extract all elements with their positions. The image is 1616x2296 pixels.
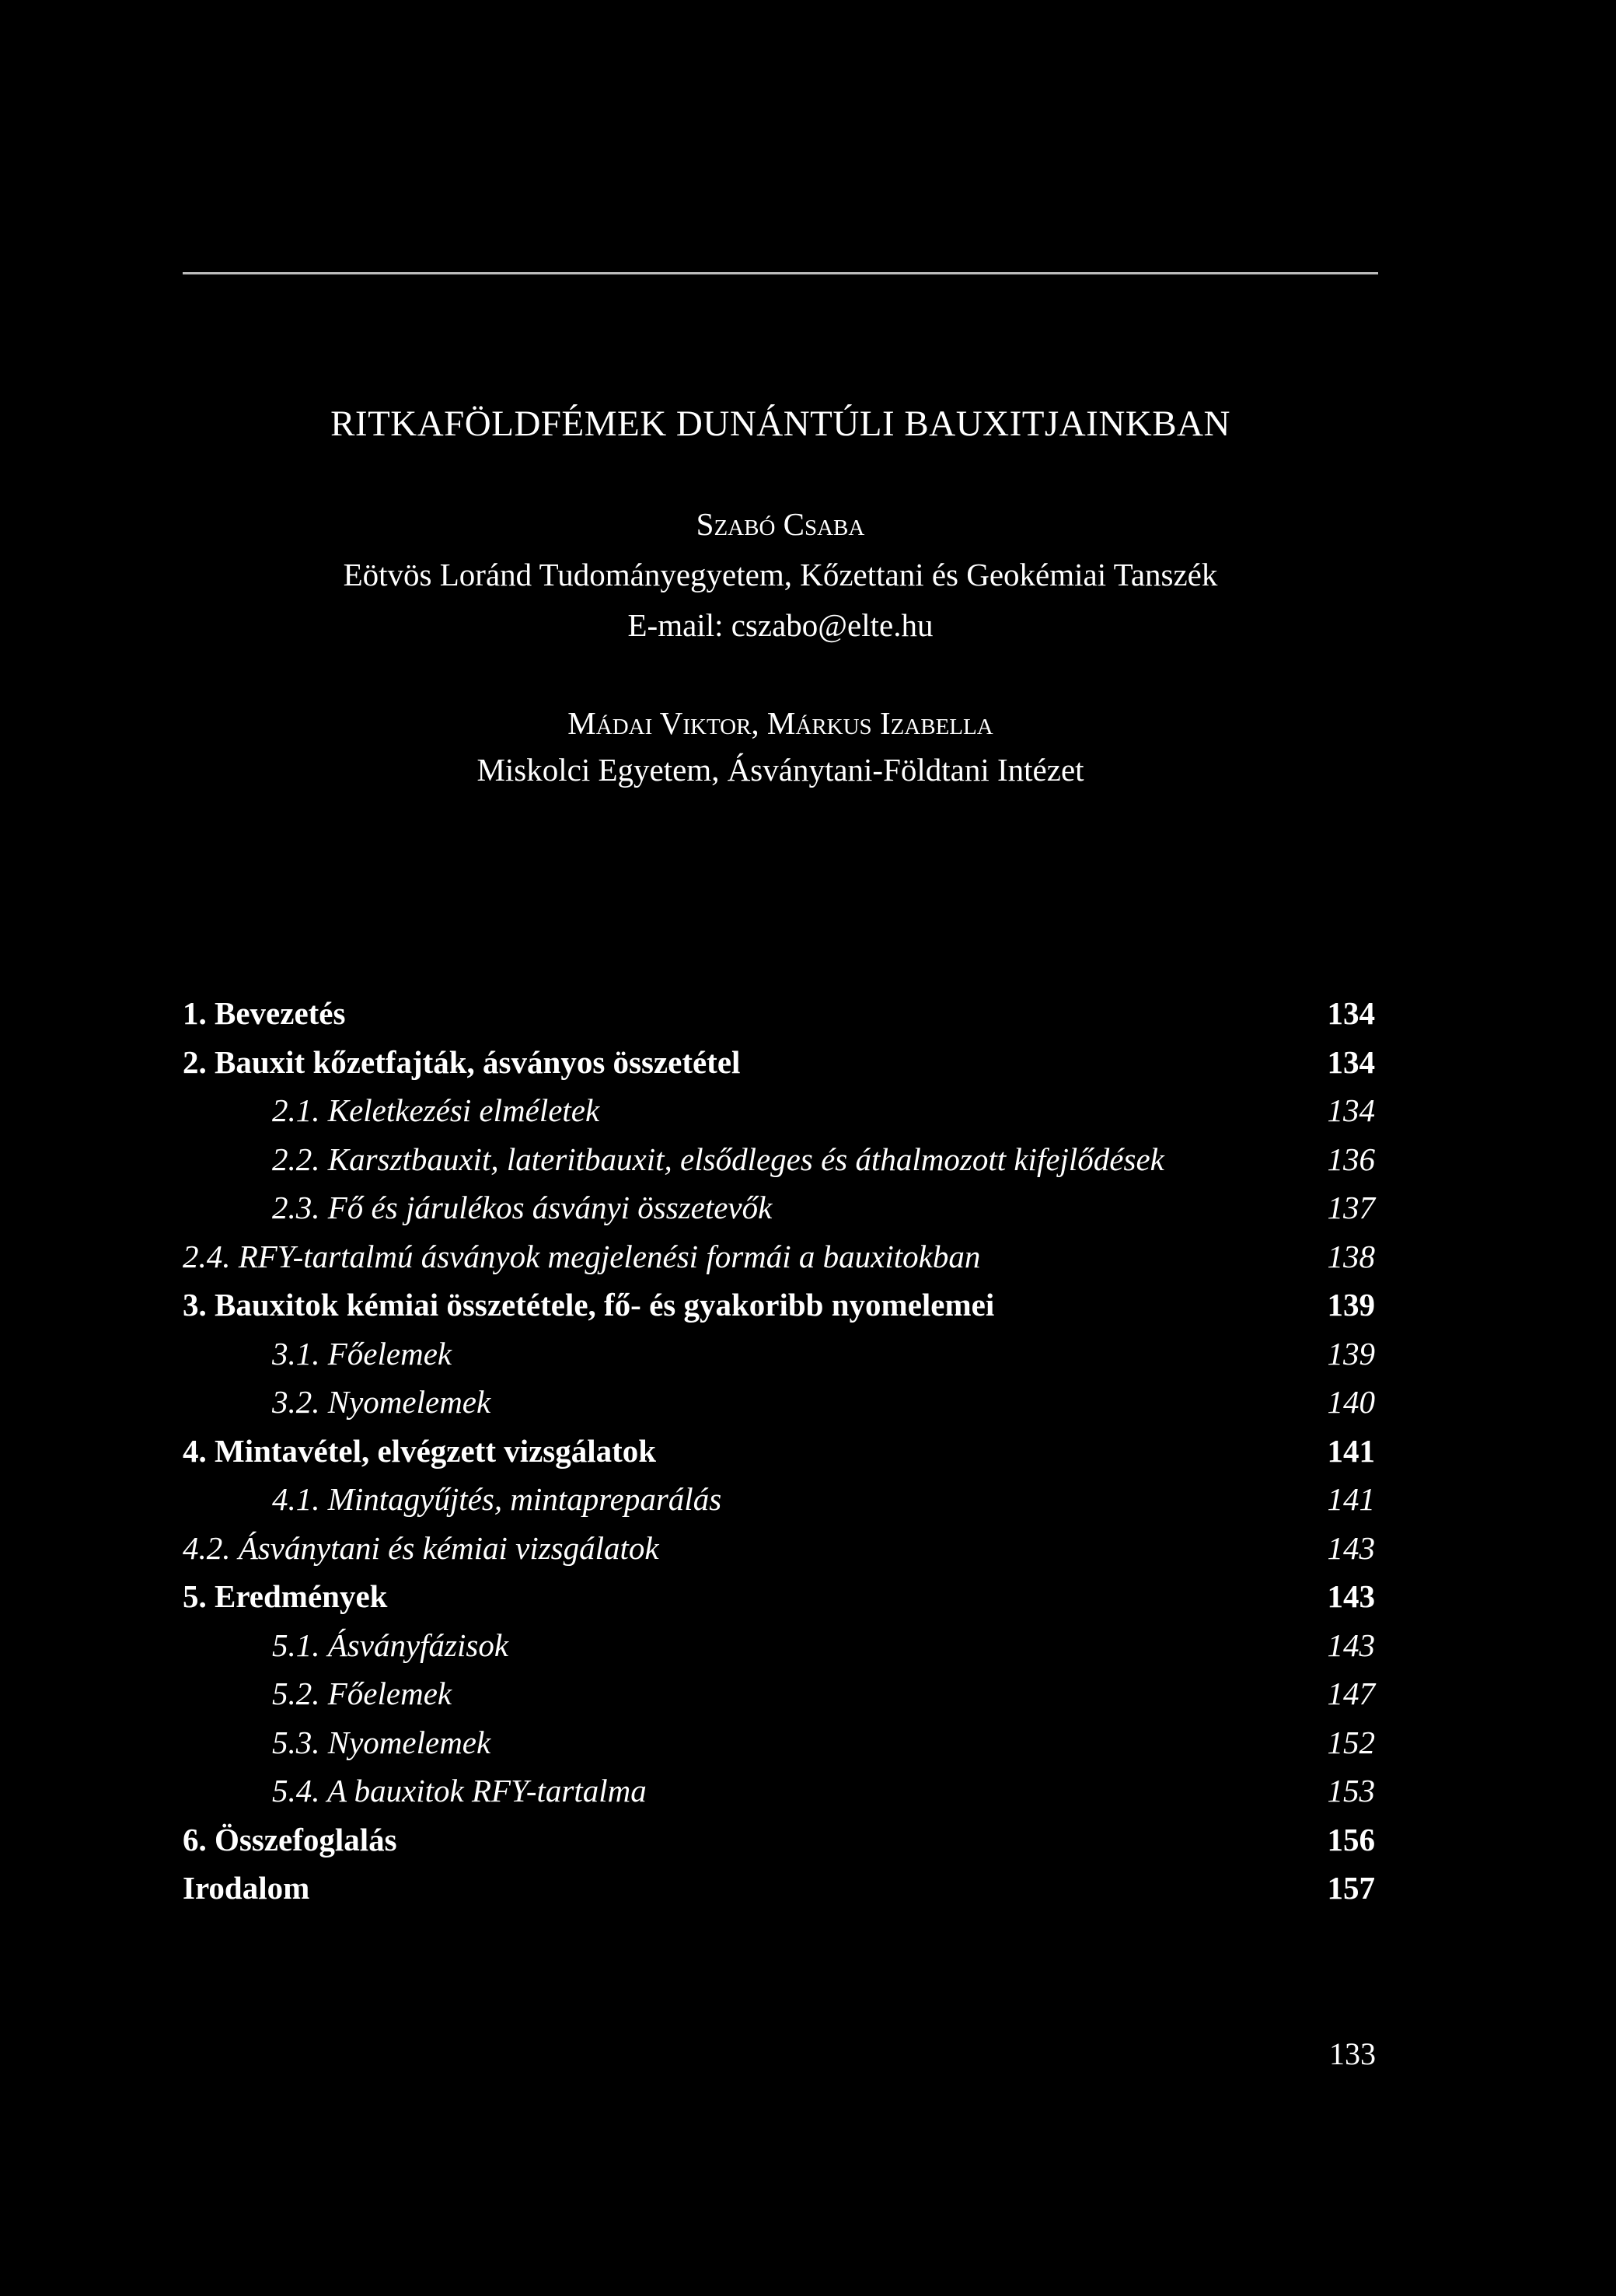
toc-entry-page: 134 [1327,1092,1375,1128]
table-of-contents [0,991,1616,1924]
author-email: E-mail: cszabo@elte.hu [627,607,934,643]
toc-entry [0,1235,1616,1278]
toc-entry-page: 134 [1327,995,1375,1031]
toc-entry-page: 134 [1327,1044,1375,1080]
toc-entry-title: 1. Bevezetés [183,995,346,1031]
toc-entry-page: 141 [1327,1433,1375,1469]
toc-entry [0,1283,1616,1326]
toc-entry-page: 147 [1327,1676,1375,1711]
toc-entry-page: 139 [1327,1287,1375,1323]
toc-entry [0,1721,1616,1764]
toc-entry-page: 143 [1327,1530,1375,1566]
toc-entry [0,1672,1616,1715]
toc-entry-title: 2.4. RFY-tartalmú ásványok megjelenési formái a bauxitokban [183,1239,981,1274]
toc-entry [0,1380,1616,1424]
page-number: 133 [1329,2036,1376,2071]
author-names-1: Szabó Csaba [696,506,865,542]
toc-entry-title: Irodalom [183,1870,310,1906]
toc-entry [0,1477,1616,1521]
toc-entry [0,1818,1616,1861]
toc-entry-page: 140 [1327,1384,1375,1420]
toc-entry-page: 156 [1327,1822,1375,1857]
header-rule [183,272,1378,274]
toc-entry-page: 141 [1327,1481,1375,1517]
toc-entry-title: 6. Összefoglalás [183,1822,397,1857]
author-names-2: Mádai Viktor, Márkus Izabella [567,705,993,741]
toc-entry [0,1186,1616,1229]
toc-entry-page: 139 [1327,1336,1375,1372]
toc-entry [0,1089,1616,1132]
toc-entry-title: 4. Mintavétel, elvégzett vizsgálatok [183,1433,657,1469]
toc-entry [0,1332,1616,1375]
author-affiliation-1: Eötvös Loránd Tudományegyetem, Kőzettani és Geokémiai Tanszék [343,557,1218,592]
toc-entry [0,991,1616,1035]
toc-entry [0,1040,1616,1084]
toc-entry-title: 2.2. Karsztbauxit, lateritbauxit, elsődleges és áthalmozott kifejlődések [272,1141,1164,1177]
toc-entry [0,1429,1616,1473]
toc-entry-title: 5.1. Ásványfázisok [272,1627,509,1663]
toc-entry-page: 137 [1327,1190,1375,1225]
toc-entry-title: 2.3. Fő és járulékos ásványi összetevők [272,1190,773,1225]
toc-entry-title: 5. Eredmények [183,1578,388,1614]
author-affiliation-2: Miskolci Egyetem, Ásványtani-Földtani Intézet [476,752,1084,788]
toc-entry-title: 3.1. Főelemek [272,1336,452,1372]
toc-entry [0,1866,1616,1910]
toc-entry [0,1623,1616,1667]
toc-entry-title: 4.2. Ásványtani és kémiai vizsgálatok [183,1530,659,1566]
toc-entry-title: 5.4. A bauxitok RFY-tartalma [272,1773,647,1808]
toc-entry-title: 4.1. Mintagyűjtés, mintapreparálás [272,1481,722,1517]
toc-entry-title: 5.2. Főelemek [272,1676,452,1711]
toc-entry-page: 136 [1327,1141,1375,1177]
toc-entry-page: 157 [1327,1870,1375,1906]
toc-entry-title: 3.2. Nyomelemek [272,1384,491,1420]
toc-entry [0,1769,1616,1812]
toc-entry-title: 3. Bauxitok kémiai összetétele, fő- és gyakoribb nyomelemei [183,1287,995,1323]
toc-entry [0,1138,1616,1181]
toc-entry-page: 138 [1327,1239,1375,1274]
toc-entry [0,1574,1616,1618]
toc-entry-page: 152 [1327,1725,1375,1760]
toc-entry-title: 5.3. Nyomelemek [272,1725,491,1760]
toc-entry-title: 2. Bauxit kőzetfajták, ásványos összetétel [183,1044,741,1080]
toc-entry-page: 153 [1327,1773,1375,1808]
article-title: RITKAFÖLDFÉMEK DUNÁNTÚLI BAUXITJAINKBAN [330,404,1230,444]
toc-entry-page: 143 [1327,1578,1375,1614]
toc-entry [0,1526,1616,1570]
toc-entry-page: 143 [1327,1627,1375,1663]
toc-entry-title: 2.1. Keletkezési elméletek [272,1092,600,1128]
